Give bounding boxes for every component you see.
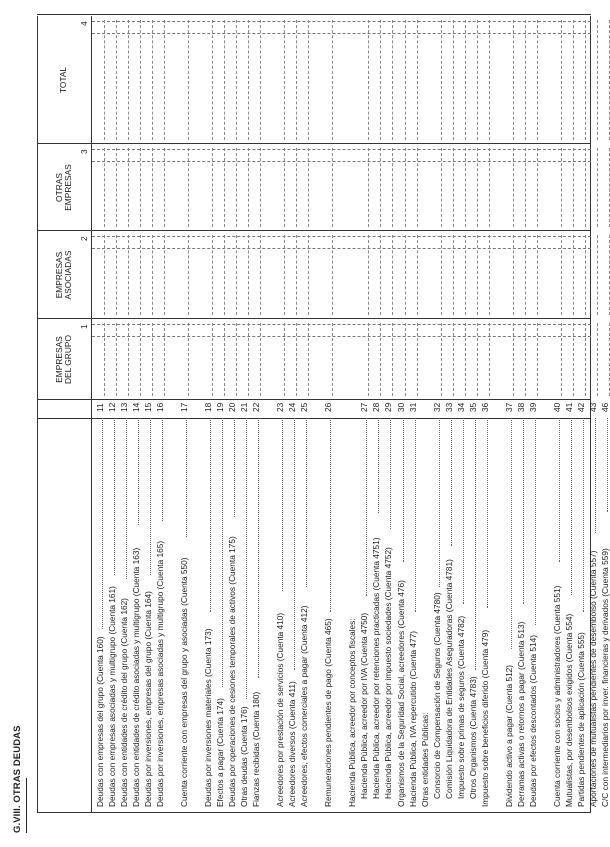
- table-row: [348, 16, 357, 847]
- table-row: [300, 16, 309, 847]
- entry-cell[interactable]: [116, 148, 117, 227]
- entry-cell[interactable]: [525, 323, 526, 396]
- entry-cell[interactable]: [525, 148, 526, 227]
- entry-cell[interactable]: [525, 235, 526, 315]
- row-code: 29: [383, 402, 394, 412]
- row-label: Otras deudas (Cuenta 176): [239, 706, 250, 807]
- entry-cell[interactable]: [489, 20, 490, 140]
- row-label: Hacienda Pública, acreedor por impuesto sociedades (Cuenta 4752): [383, 547, 394, 799]
- table-row: [481, 16, 490, 847]
- entry-cell[interactable]: [152, 20, 153, 140]
- row-code: 30: [395, 402, 406, 412]
- column-number: 3: [79, 149, 89, 154]
- entry-cell[interactable]: [236, 148, 237, 227]
- row-spacer: [493, 16, 502, 847]
- row-spacer: [168, 16, 177, 847]
- entry-cell[interactable]: [597, 323, 598, 396]
- row-code: 17: [179, 402, 190, 412]
- row-label: Hacienda Pública, acreedor por conceptos fiscales:: [347, 618, 358, 807]
- row-label: Deudas por inversiones, empresas del grupo (Cuenta 164): [143, 591, 154, 807]
- row-label: Consorcio de Compensación de Seguros (Cuenta 4780): [431, 592, 442, 799]
- entry-cell[interactable]: [332, 20, 333, 140]
- entry-cell[interactable]: [308, 20, 309, 140]
- entry-cell[interactable]: [332, 323, 333, 396]
- entry-cell[interactable]: [585, 323, 586, 396]
- entry-cell[interactable]: [441, 235, 442, 315]
- entry-cell[interactable]: [236, 235, 237, 315]
- dot-leader: [126, 418, 127, 579]
- entry-cell[interactable]: [248, 148, 249, 227]
- entry-cell[interactable]: [597, 148, 598, 227]
- header-bottom-rule: [91, 16, 92, 813]
- dot-leader: [234, 418, 235, 517]
- dot-leader: [390, 418, 391, 529]
- entry-cell[interactable]: [417, 148, 418, 227]
- entry-cell[interactable]: [392, 323, 393, 396]
- column-header: [40, 16, 88, 144]
- entry-cell[interactable]: [260, 235, 261, 315]
- dot-leader: [306, 418, 307, 587]
- row-label: Efectos a pagar (Cuenta 174): [215, 698, 226, 807]
- column-header-line: DEL GRUPO: [63, 334, 73, 385]
- dot-leader: [583, 418, 584, 612]
- table-row: [288, 16, 297, 847]
- row-code: 27: [359, 402, 370, 412]
- entry-cell[interactable]: [453, 148, 454, 227]
- row-code: 25: [299, 402, 310, 412]
- dot-leader: [378, 418, 379, 513]
- table-row: [108, 16, 117, 847]
- entry-cell[interactable]: [332, 148, 333, 227]
- entry-cell[interactable]: [260, 323, 261, 396]
- row-spacer: [336, 16, 345, 847]
- row-code: 46: [599, 402, 610, 412]
- row-code: 23: [275, 402, 286, 412]
- entry-cell[interactable]: [585, 148, 586, 227]
- row-label: Otras entidades Públicas:: [419, 712, 430, 807]
- entry-cell[interactable]: [465, 323, 466, 396]
- dot-leader: [246, 418, 247, 699]
- row-code: 37: [503, 402, 514, 412]
- entry-cell[interactable]: [453, 20, 454, 140]
- table-row: [228, 16, 237, 847]
- entry-cell[interactable]: [152, 323, 153, 396]
- entry-cell[interactable]: [561, 20, 562, 140]
- row-code: 35: [467, 402, 478, 412]
- entry-cell[interactable]: [152, 235, 153, 315]
- dot-leader: [403, 418, 404, 562]
- table-row: [204, 16, 213, 847]
- dot-leader: [114, 418, 115, 575]
- row-spacer: [264, 16, 273, 847]
- row-label: Derramas activas o retornos a pagar (Cuenta 513): [515, 621, 526, 807]
- entry-cell[interactable]: [513, 148, 514, 227]
- row-label: Impuesto sobre beneficios diferido (Cuenta 479): [479, 629, 490, 807]
- entry-cell[interactable]: [224, 235, 225, 315]
- row-code: 41: [563, 402, 574, 412]
- dot-leader: [138, 418, 139, 525]
- entry-cell[interactable]: [104, 323, 105, 396]
- entry-cell[interactable]: [212, 20, 213, 140]
- dot-leader: [162, 418, 163, 521]
- entry-cell[interactable]: [537, 148, 538, 227]
- row-label: Deudas con empresas del grupo (Cuenta 160): [95, 636, 105, 807]
- entry-cell[interactable]: [116, 323, 117, 396]
- dot-leader: [294, 418, 295, 670]
- row-label: Mutualistas, por desembolsos exigidos (Cuenta 554): [563, 613, 574, 807]
- row-label: Hacienda Pública, IVA repercutido (Cuenta 477): [407, 630, 418, 807]
- entry-cell[interactable]: [140, 323, 141, 396]
- row-code: 31: [407, 402, 418, 412]
- row-label: Remuneraciones pendientes de pago (Cuenta 465): [323, 618, 334, 807]
- entry-cell[interactable]: [525, 20, 526, 140]
- row-code: 13: [119, 402, 130, 412]
- dot-leader: [366, 418, 367, 596]
- dot-leader: [222, 418, 223, 687]
- column-header-line: OTRAS: [53, 173, 64, 202]
- row-code: 42: [575, 402, 586, 412]
- entry-cell[interactable]: [128, 235, 129, 315]
- column-header: [40, 144, 88, 231]
- entry-cell[interactable]: [368, 20, 369, 140]
- table-row: [409, 16, 418, 847]
- entry-cell[interactable]: [104, 20, 105, 140]
- entry-cell[interactable]: [224, 20, 225, 140]
- entry-cell[interactable]: [405, 323, 406, 396]
- row-label: Deudas por inversiones, empresas asociadas y multigrupo (Cuenta 165): [155, 540, 166, 807]
- column-header-line: EMPRESAS: [53, 336, 64, 383]
- entry-cell[interactable]: [248, 323, 249, 396]
- row-spacer: [312, 16, 321, 847]
- entry-cell[interactable]: [477, 148, 478, 227]
- row-code: 24: [287, 402, 298, 412]
- row-code: 22: [251, 402, 262, 412]
- entry-cell[interactable]: [284, 235, 285, 315]
- entry-cell[interactable]: [188, 235, 189, 315]
- table-row: [360, 16, 369, 847]
- entry-cell[interactable]: [368, 323, 369, 396]
- row-label: Deudas por operaciones de cesiones temporales de activos (Cuenta 175): [227, 536, 238, 807]
- dot-leader: [607, 418, 608, 513]
- dot-leader: [523, 418, 524, 604]
- entry-cell[interactable]: [188, 20, 189, 140]
- entry-cell[interactable]: [441, 323, 442, 396]
- entry-cell[interactable]: [236, 20, 237, 140]
- row-code: 15: [143, 402, 154, 412]
- entry-cell[interactable]: [140, 235, 141, 315]
- entry-cell[interactable]: [537, 20, 538, 140]
- dot-leader: [330, 418, 331, 612]
- entry-cell[interactable]: [128, 323, 129, 396]
- table-row: [433, 16, 442, 847]
- entry-cell[interactable]: [260, 148, 261, 227]
- column-header: [40, 231, 88, 319]
- column-number: 1: [79, 324, 89, 329]
- row-code: 39: [527, 402, 538, 412]
- dot-leader: [487, 418, 488, 608]
- entry-cell[interactable]: [561, 235, 562, 315]
- row-label: Organismos de la Seguridad Social, acreedores (Cuenta 476): [395, 580, 406, 807]
- column-header-line: EMPRESAS: [63, 164, 73, 211]
- table-row: [601, 16, 610, 847]
- dot-leader: [150, 418, 151, 575]
- table-row: [457, 16, 466, 847]
- dot-leader: [511, 418, 512, 649]
- row-spacer: [541, 16, 550, 847]
- entry-cell[interactable]: [212, 235, 213, 315]
- dot-leader: [282, 418, 283, 591]
- entry-cell[interactable]: [368, 235, 369, 315]
- dot-leader: [559, 418, 560, 562]
- entry-cell[interactable]: [537, 323, 538, 396]
- entry-cell[interactable]: [513, 323, 514, 396]
- table-row: [132, 16, 141, 847]
- table-row: [252, 16, 261, 847]
- entry-cell[interactable]: [453, 235, 454, 315]
- row-code: 28: [371, 402, 382, 412]
- row-code: 16: [155, 402, 166, 412]
- row-label: Cuenta corriente con socios y administradores (Cuenta 551): [551, 585, 562, 807]
- table-row: [180, 16, 189, 847]
- column-header-line: EMPRESAS: [53, 251, 64, 299]
- entry-cell[interactable]: [465, 20, 466, 140]
- entry-cell[interactable]: [561, 323, 562, 396]
- table-row: [469, 16, 478, 847]
- table-row: [529, 16, 538, 847]
- entry-cell[interactable]: [248, 20, 249, 140]
- entry-cell[interactable]: [284, 20, 285, 140]
- dot-leader: [475, 418, 476, 671]
- table-row: [96, 16, 105, 847]
- entry-cell[interactable]: [489, 235, 490, 315]
- entry-cell[interactable]: [477, 323, 478, 396]
- dot-leader: [451, 418, 452, 546]
- entry-cell[interactable]: [380, 20, 381, 140]
- column-header: [40, 319, 88, 400]
- row-code: 19: [215, 402, 226, 412]
- entry-cell[interactable]: [308, 148, 309, 227]
- table-top-rule: [37, 16, 38, 813]
- entry-cell[interactable]: [104, 235, 105, 315]
- entry-cell[interactable]: [392, 148, 393, 227]
- entry-cell[interactable]: [392, 20, 393, 140]
- entry-cell[interactable]: [140, 148, 141, 227]
- table-row: [505, 16, 514, 847]
- row-label: Fianzas recibidas (Cuenta 180): [251, 691, 262, 807]
- row-code: 12: [107, 402, 118, 412]
- table-row: [120, 16, 129, 847]
- table-row: [577, 16, 586, 847]
- row-label: Aportaciones de mutualistas pendientes de desembolso (Cuenta 557): [587, 550, 598, 807]
- row-code: 33: [443, 402, 454, 412]
- entry-cell[interactable]: [296, 323, 297, 396]
- column-header-line: ASOCIADAS: [63, 250, 73, 300]
- table-row: [517, 16, 526, 847]
- entry-cell[interactable]: [260, 20, 261, 140]
- dot-leader: [571, 418, 572, 596]
- entry-cell[interactable]: [188, 323, 189, 396]
- table-row: [421, 16, 430, 847]
- dot-leader: [463, 418, 464, 604]
- entry-cell[interactable]: [573, 148, 574, 227]
- entry-cell[interactable]: [296, 20, 297, 140]
- entry-cell[interactable]: [296, 148, 297, 227]
- row-label: Deudas por inversiones materiales (Cuenta 173): [203, 628, 214, 807]
- dot-leader: [210, 418, 211, 612]
- entry-cell[interactable]: [164, 235, 165, 315]
- entry-cell[interactable]: [380, 235, 381, 315]
- dot-leader: [535, 418, 536, 625]
- row-label: C/C con intermediarios por inver. financieras y derivados (Cuenta 559): [599, 548, 610, 807]
- column-number: 4: [79, 21, 89, 26]
- entry-cell[interactable]: [537, 235, 538, 315]
- entry-cell[interactable]: [332, 235, 333, 315]
- entry-cell[interactable]: [561, 148, 562, 227]
- row-label: Comisión Liquidadora de Entidades Aseguradoras (Cuenta 4781): [443, 559, 454, 799]
- row-code: 18: [203, 402, 214, 412]
- entry-cell[interactable]: [513, 20, 514, 140]
- entry-cell[interactable]: [441, 20, 442, 140]
- entry-cell[interactable]: [212, 148, 213, 227]
- table-row: [372, 16, 381, 847]
- section-title-underline: [26, 778, 27, 833]
- row-label: Deudas con entidades de crédito asociadas y multigrupo (Cuenta 163): [131, 547, 142, 807]
- table-row: [565, 16, 574, 847]
- row-code: 14: [131, 402, 142, 412]
- row-code: 21: [239, 402, 250, 412]
- entry-cell[interactable]: [405, 235, 406, 315]
- row-code: 40: [551, 402, 562, 412]
- entry-cell[interactable]: [573, 235, 574, 315]
- entry-cell[interactable]: [465, 148, 466, 227]
- table-row: [276, 16, 285, 847]
- entry-cell[interactable]: [585, 235, 586, 315]
- entry-cell[interactable]: [392, 235, 393, 315]
- entry-cell[interactable]: [116, 235, 117, 315]
- row-code: 38: [515, 402, 526, 412]
- entry-cell[interactable]: [164, 148, 165, 227]
- entry-cell[interactable]: [597, 20, 598, 140]
- entry-cell[interactable]: [368, 148, 369, 227]
- entry-cell[interactable]: [308, 323, 309, 396]
- entry-cell[interactable]: [489, 323, 490, 396]
- row-label: Impuesto sobre primas de seguros (Cuenta 4782): [455, 615, 466, 799]
- row-code: 11: [95, 403, 105, 412]
- dot-leader: [186, 418, 187, 537]
- row-code: 32: [431, 402, 442, 412]
- entry-cell[interactable]: [116, 20, 117, 140]
- entry-cell[interactable]: [224, 148, 225, 227]
- entry-cell[interactable]: [453, 323, 454, 396]
- table-row: [445, 16, 454, 847]
- table-row: [156, 16, 165, 847]
- entry-cell[interactable]: [477, 235, 478, 315]
- entry-cell[interactable]: [477, 20, 478, 140]
- table-row: [397, 16, 406, 847]
- column-number: 2: [79, 236, 89, 241]
- row-label: Deudas con entidades de crédito del grupo (Cuenta 162): [119, 598, 130, 807]
- row-code: 36: [479, 402, 490, 412]
- row-label: Dividendo activo a pagar (Cuenta 512): [503, 664, 514, 807]
- entry-cell[interactable]: [248, 235, 249, 315]
- row-label: Deudas con empresas asociadas y multigrupo (Cuenta 161): [107, 586, 118, 807]
- entry-cell[interactable]: [212, 323, 213, 396]
- table-row: [553, 16, 562, 847]
- entry-cell[interactable]: [380, 148, 381, 227]
- row-label: Acreedores, efectos comerciales a pagar (Cuenta 412): [299, 605, 310, 807]
- section-title: G.VIII. OTRAS DEUDAS: [12, 725, 23, 833]
- entry-cell[interactable]: [128, 148, 129, 227]
- entry-cell[interactable]: [405, 20, 406, 140]
- row-label: Otros Organismos (Cuenta 4783): [467, 676, 478, 799]
- entry-cell[interactable]: [573, 323, 574, 396]
- entry-cell[interactable]: [128, 20, 129, 140]
- entry-cell[interactable]: [284, 148, 285, 227]
- row-label: Acreedores por prestación de servicios (Cuenta 410): [275, 612, 286, 807]
- entry-cell[interactable]: [573, 20, 574, 140]
- entry-cell[interactable]: [308, 235, 309, 315]
- entry-cell[interactable]: [380, 323, 381, 396]
- row-label: Cuenta corriente con empresas del grupo y asociadas (Cuenta 550): [179, 557, 190, 807]
- row-label: Partidas pendientes de aplicación (Cuenta 555): [575, 632, 586, 807]
- dot-leader: [102, 418, 103, 629]
- row-label: Deudas por efectos descontados (Cuenta 514): [527, 634, 538, 807]
- entry-cell[interactable]: [296, 235, 297, 315]
- dot-leader: [258, 418, 259, 679]
- entry-cell[interactable]: [597, 235, 598, 315]
- entry-cell[interactable]: [164, 323, 165, 396]
- entry-cell[interactable]: [405, 148, 406, 227]
- entry-cell[interactable]: [585, 20, 586, 140]
- row-code: 34: [455, 402, 466, 412]
- row-code: 20: [227, 402, 238, 412]
- row-spacer: [192, 16, 201, 847]
- entry-cell[interactable]: [417, 20, 418, 140]
- entry-cell[interactable]: [284, 323, 285, 396]
- entry-cell[interactable]: [236, 323, 237, 396]
- entry-cell[interactable]: [104, 148, 105, 227]
- dot-leader: [595, 418, 596, 533]
- row-label: Hacienda Pública, acreedor por retenciones practicadas (Cuenta 4751): [371, 537, 382, 799]
- column-header-line: TOTAL: [58, 66, 69, 94]
- entry-cell[interactable]: [417, 323, 418, 396]
- dot-leader: [439, 418, 440, 588]
- table-row: [240, 16, 249, 847]
- entry-cell[interactable]: [417, 235, 418, 315]
- entry-cell[interactable]: [441, 148, 442, 227]
- entry-cell[interactable]: [465, 235, 466, 315]
- entry-cell[interactable]: [188, 148, 189, 227]
- table-row: [216, 16, 225, 847]
- entry-cell[interactable]: [513, 235, 514, 315]
- dot-leader: [415, 418, 416, 612]
- row-code: 26: [323, 402, 334, 412]
- entry-cell[interactable]: [152, 148, 153, 227]
- table-row: [324, 16, 333, 847]
- table-row: [384, 16, 393, 847]
- table-row: [589, 16, 598, 847]
- row-code: 43: [587, 402, 598, 412]
- entry-cell[interactable]: [140, 20, 141, 140]
- row-label: Hacienda Pública, acreedor por IVA (Cuenta 4750): [359, 612, 370, 799]
- entry-cell[interactable]: [489, 148, 490, 227]
- row-label: Acreedores diversos (Cuenta 411): [287, 681, 298, 807]
- table-row: [144, 16, 153, 847]
- entry-cell[interactable]: [164, 20, 165, 140]
- entry-cell[interactable]: [224, 323, 225, 396]
